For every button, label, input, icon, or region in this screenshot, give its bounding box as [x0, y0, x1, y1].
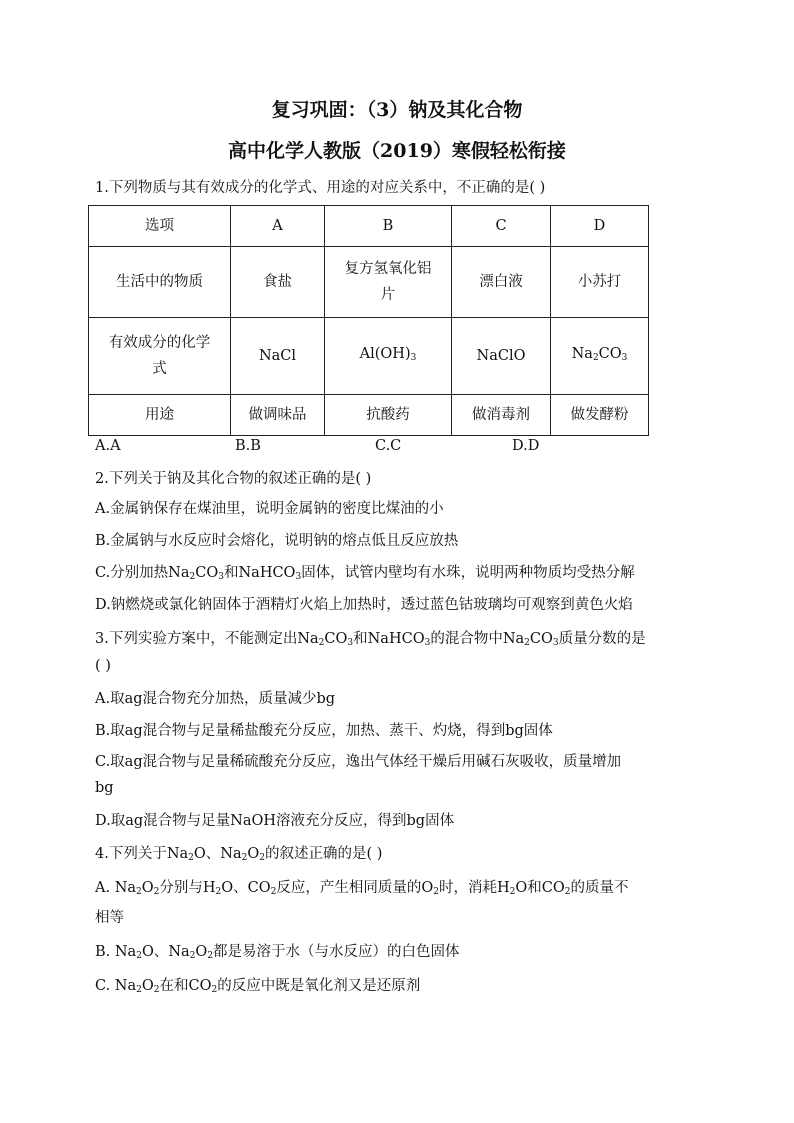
formula: $Al(OH)_3$: [359, 346, 417, 363]
table-cell: [551, 318, 649, 395]
table-cell: 做调味品: [231, 395, 325, 436]
option-a: A.A: [95, 438, 121, 454]
table-cell: 食盐: [231, 247, 325, 318]
option-c: C.C: [375, 438, 402, 454]
table-row: [89, 318, 649, 395]
table-cell: C: [452, 206, 551, 247]
option-b: B.B: [235, 438, 261, 454]
q4-option-c: C. $Na_2O_2$在和$CO_2$的反应中既是氧化剂又是还原剂: [95, 978, 421, 995]
q3-option-c-cont: bg: [95, 780, 114, 796]
cell-text: 有效成分的化学式: [108, 335, 211, 377]
page-subtitle: 高中化学人教版（2019）寒假轻松衔接: [228, 140, 566, 162]
q4-stem: 4.下列关于$Na_2O$、$Na_2O_2$的叙述正确的是( ): [95, 846, 383, 863]
table-cell: 做发酵粉: [551, 395, 649, 436]
q3-stem: 3.下列实验方案中，不能测定出$Na_2CO_3$和NaHCO$_3$的混合物中$Na_2CO_3$质量分数的是: [95, 631, 646, 648]
table-cell: 用途: [89, 395, 231, 436]
table-cell: 抗酸药: [325, 395, 452, 436]
q3-stem-cont: ( ): [95, 658, 111, 674]
table-cell: [325, 318, 452, 395]
table-cell: 漂白液: [452, 247, 551, 318]
q3-option-a: A.取ag混合物充分加热，质量减少bg: [95, 691, 336, 707]
table-header-row: [89, 206, 649, 247]
page-title: 复习巩固：（3）钠及其化合物: [271, 99, 523, 121]
option-d: D.D: [512, 438, 540, 454]
table-cell: 生活中的物质: [89, 247, 231, 318]
cell-text: 复方氢氧化铝片: [344, 261, 432, 303]
q2-option-a: A.金属钠保存在煤油里，说明金属钠的密度比煤油的小: [95, 501, 444, 517]
q1-table: [88, 205, 649, 436]
table-cell: D: [551, 206, 649, 247]
q3-option-c: C.取ag混合物与足量稀硫酸充分反应，逸出气体经干燥后用碱石灰吸收，质量增加: [95, 754, 622, 770]
table-cell: 小苏打: [551, 247, 649, 318]
q4-option-a: A. $Na_2O_2$分别与$H_2O$、$CO_2$反应，产生相同质量的$O_2$时，消耗$H_2O$和$CO_2$的质量不: [95, 880, 629, 897]
q2-option-c: C.分别加热$Na_2CO_3$和NaHCO$_3$固体，试管内壁均有水珠，说明两种物质均受热分解: [95, 565, 635, 582]
table-cell: A: [231, 206, 325, 247]
table-cell: 做消毒剂: [452, 395, 551, 436]
table-cell: [89, 318, 231, 395]
table-cell: 选项: [89, 206, 231, 247]
q4-option-b: B. $Na_2O$、$Na_2O_2$都是易溶于水（与水反应）的白色固体: [95, 944, 460, 961]
table-row: [89, 395, 649, 436]
q4-option-a-cont: 相等: [95, 910, 124, 926]
table-cell: NaClO: [452, 318, 551, 395]
q2-option-b: B.金属钠与水反应时会熔化，说明钠的熔点低且反应放热: [95, 533, 459, 549]
table-cell: B: [325, 206, 452, 247]
table-row: [89, 247, 649, 318]
q3-option-d: D.取ag混合物与足量NaOH溶液充分反应，得到bg固体: [95, 813, 455, 829]
q2-option-d: D.钠燃烧或氯化钠固体于酒精灯火焰上加热时，透过蓝色钴玻璃均可观察到黄色火焰: [95, 597, 633, 613]
q3-option-b: B.取ag混合物与足量稀盐酸充分反应，加热、蒸干、灼烧，得到bg固体: [95, 723, 553, 739]
formula: $Na_2CO_3$: [571, 346, 628, 363]
q2-stem: 2.下列关于钠及其化合物的叙述正确的是( ): [95, 471, 372, 487]
table-cell: NaCl: [231, 318, 325, 395]
table-cell: [325, 247, 452, 318]
q1-stem: 1.下列物质与其有效成分的化学式、用途的对应关系中，不正确的是( ): [95, 180, 546, 196]
